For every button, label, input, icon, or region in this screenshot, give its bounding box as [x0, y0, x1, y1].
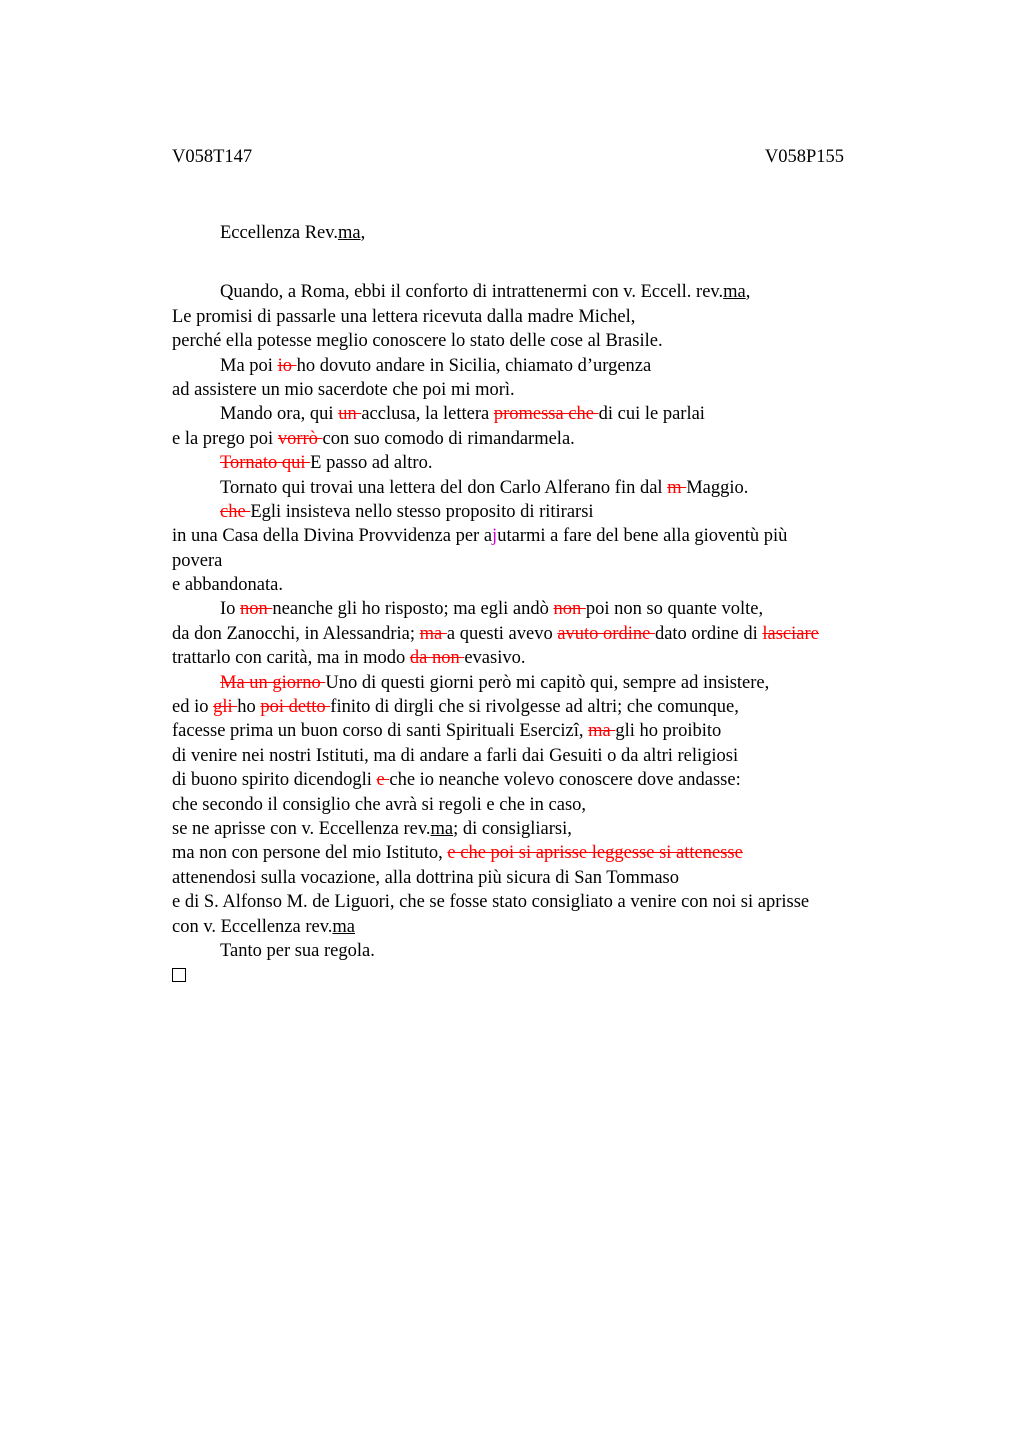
deleted-text: gli — [213, 697, 238, 718]
text-segment: Egli insisteva nello stesso proposito di ritirarsi — [250, 501, 594, 522]
text-line — [172, 329, 892, 353]
text-segment: Tanto per sua regola. — [220, 940, 375, 961]
text-line — [172, 280, 892, 304]
text-segment: evasivo. — [464, 648, 526, 669]
text-line — [172, 939, 892, 963]
deleted-text: io — [277, 355, 297, 376]
text-segment: a questi avevo — [446, 623, 558, 644]
text-segment: Le promisi di passarle una lettera ricevuta dalla madre Michel, — [172, 306, 636, 327]
deleted-text: Ma un giorno — [220, 672, 326, 693]
text-line — [172, 915, 892, 939]
deleted-text: vorrò — [277, 428, 323, 449]
text-segment: dato ordine di — [654, 623, 763, 644]
text-line — [172, 841, 892, 865]
deleted-text: che — [220, 501, 251, 522]
text-segment: e la prego poi — [172, 428, 278, 449]
text-segment: Mando ora, qui — [220, 404, 339, 425]
text-segment: Maggio. — [686, 477, 749, 498]
deleted-text: un — [338, 404, 362, 425]
text-line — [172, 378, 892, 402]
text-segment: attenendosi sulla vocazione, alla dottrina più sicura di San Tommaso — [172, 867, 679, 888]
superscript-abbreviation: ma — [723, 282, 746, 303]
text-line — [172, 793, 892, 817]
text-segment: di venire nei nostri Istituti, ma di andare a farli dai Gesuiti o da altri religiosi — [172, 745, 739, 766]
text-segment: finito di dirgli che si rivolgesse ad altri; che comunque, — [330, 697, 739, 718]
deleted-text: avuto ordine — [557, 623, 655, 644]
deleted-text: da non — [409, 648, 465, 669]
text-segment: e abbandonata. — [172, 575, 283, 596]
text-line — [172, 646, 892, 670]
text-line — [172, 305, 892, 329]
text-segment: neanche gli ho risposto; ma egli andò — [272, 599, 554, 620]
superscript-abbreviation: ma — [430, 818, 454, 839]
text-line — [172, 768, 892, 792]
deleted-text: promessa che — [493, 404, 599, 425]
deleted-text: poi detto — [260, 697, 331, 718]
page-identifiers — [172, 147, 844, 171]
text-line — [172, 354, 892, 378]
text-segment: gli ho proibito — [615, 721, 722, 742]
superscript-abbreviation: ma — [332, 916, 356, 937]
deleted-text: ma — [588, 721, 616, 742]
text-segment: trattarlo con carità, ma in modo — [172, 648, 410, 669]
text-segment: Ma poi — [220, 355, 278, 376]
text-line — [172, 817, 892, 841]
deleted-text: lasciare — [762, 623, 819, 644]
text-segment: acclusa, la lettera — [361, 404, 494, 425]
text-segment: utarmi a fare del bene alla gioventù più — [497, 526, 788, 547]
text-segment: in una Casa della Divina Provvidenza per a — [172, 526, 493, 547]
text-segment: ad assistere un mio sacerdote che poi mi morì. — [172, 379, 515, 400]
text-segment: se ne aprisse con v. Eccellenza rev. — [172, 818, 431, 839]
deleted-text: e che poi si aprisse leggesse si attenesse — [447, 843, 743, 864]
letter-body — [172, 221, 892, 988]
text-line — [172, 695, 892, 719]
text-line — [172, 719, 892, 743]
text-segment: con suo comodo di rimandarmela. — [322, 428, 575, 449]
inserted-text: j — [492, 526, 498, 547]
text-segment: che io neanche volevo conoscere dove andasse: — [389, 770, 741, 791]
text-line — [172, 451, 892, 475]
text-line — [172, 573, 892, 597]
text-segment: ho dovuto andare in Sicilia, chiamato d’urgenza — [296, 355, 652, 376]
text-line — [172, 622, 892, 646]
deleted-text: ma — [419, 623, 447, 644]
text-line — [172, 402, 892, 426]
text-segment: Uno di questi giorni però mi capitò qui, sempre ad insistere, — [325, 672, 770, 693]
text-segment: di buono spirito dicendogli — [172, 770, 377, 791]
text-line — [172, 671, 892, 695]
text-segment: , — [360, 223, 366, 243]
text-segment: Io — [220, 599, 241, 620]
end-of-text-box-icon — [172, 968, 186, 982]
end-marker-line — [172, 963, 892, 987]
text-segment: ed io — [172, 697, 214, 718]
superscript-abbreviation: ma — [337, 223, 361, 243]
text-segment: perché ella potesse meglio conoscere lo stato delle cose al Brasile. — [172, 331, 663, 352]
text-segment: che secondo il consiglio che avrà si regoli e che in caso, — [172, 794, 587, 815]
text-line — [172, 524, 892, 548]
text-line — [172, 549, 892, 573]
document-id-left: V058T147 — [172, 147, 253, 167]
text-segment: Quando, a Roma, ebbi il conforto di intrattenermi con v. Eccell. rev. — [220, 282, 724, 303]
text-segment: da don Zanocchi, in Alessandria; — [172, 623, 420, 644]
text-segment: Eccellenza Rev. — [220, 223, 338, 243]
document-id-right: V058P155 — [764, 147, 844, 167]
salutation — [172, 221, 892, 245]
text-segment: ho — [237, 697, 261, 718]
text-line — [172, 744, 892, 768]
text-segment: facesse prima un buon corso di santi Spirituali Esercizi — [172, 721, 579, 742]
deleted-text: Tornato qui — [220, 453, 311, 474]
text-segment: ; di consigliarsi, — [453, 818, 572, 839]
text-segment: , — [578, 721, 589, 742]
text-line — [172, 866, 892, 890]
text-segment: ma non con persone del mio Istituto, — [172, 843, 448, 864]
deleted-text: m — [667, 477, 687, 498]
text-segment: E passo ad altro. — [310, 453, 433, 474]
text-segment: poi non so quante volte, — [585, 599, 764, 620]
letter-lines — [172, 280, 892, 963]
deleted-text: non — [553, 599, 586, 620]
text-segment: e di S. Alfonso M. de Liguori, che se fosse stato consigliato a venire con noi si aprisse — [172, 892, 810, 913]
text-segment: Tornato qui trovai una lettera del don Carlo Alferano fin dal — [220, 477, 668, 498]
text-line — [172, 597, 892, 621]
blank-line — [172, 245, 892, 280]
text-segment: povera — [172, 550, 223, 571]
deleted-text: non — [240, 599, 273, 620]
text-line — [172, 476, 892, 500]
text-segment: di cui le parlai — [598, 404, 705, 425]
text-segment: , — [745, 282, 751, 303]
deleted-text: e — [376, 770, 390, 791]
text-segment: con v. Eccellenza rev. — [172, 916, 333, 937]
text-line — [172, 427, 892, 451]
text-line — [172, 890, 892, 914]
text-line — [172, 500, 892, 524]
